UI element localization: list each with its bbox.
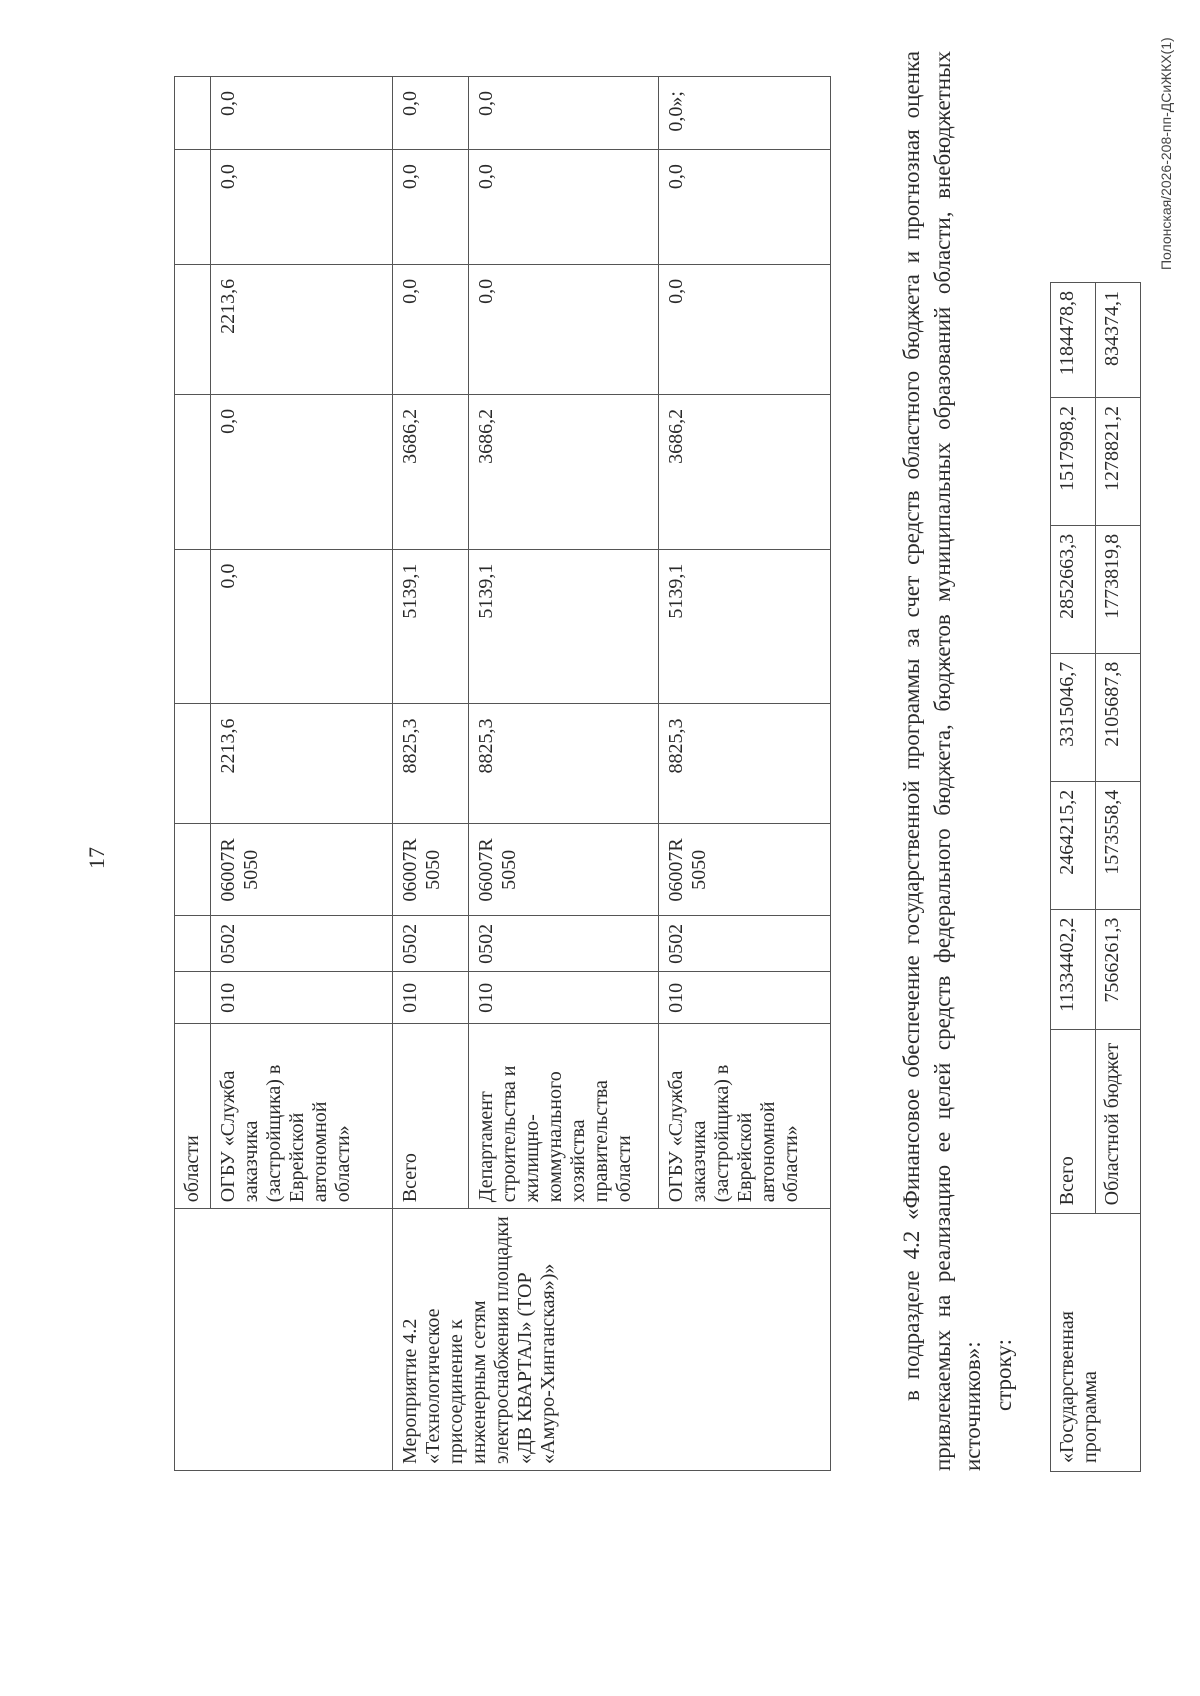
value-cell: 1773819,8 — [1096, 525, 1141, 653]
amendment-paragraph — [897, 51, 1019, 1471]
value-cell: 8825,3 — [659, 704, 831, 824]
value-cell: 1517998,2 — [1051, 397, 1096, 525]
value-cell: 0,0 — [393, 77, 469, 150]
table-row — [211, 77, 393, 1471]
code-cell: 06007R 5050 — [393, 824, 469, 916]
code-cell: 010 — [659, 972, 831, 1024]
value-cell: 11334402,2 — [1051, 909, 1096, 1029]
table-row — [1051, 283, 1096, 1472]
paragraph-stroke: строку: — [990, 1339, 1016, 1411]
value-cell: 834374,1 — [1096, 283, 1141, 398]
code-cell: 0502 — [659, 916, 831, 972]
value-cell: 8825,3 — [469, 704, 659, 824]
value-cell: 0,0 — [211, 549, 393, 704]
value-cell: 0,0 — [393, 264, 469, 394]
funding-table — [1050, 282, 1141, 1472]
value-cell: 1573558,4 — [1096, 781, 1141, 909]
value-cell: 5139,1 — [659, 549, 831, 704]
page-number: 17 — [84, 847, 109, 869]
code-cell: 0502 — [469, 916, 659, 972]
event-cell: Мероприятие 4.2 «Технологическое присоединение к инженерным сетям электроснабжения площадки «ДВ КВАРТАЛ» (ТОР «Амуро-Хинганская»)» — [393, 1209, 831, 1471]
source-cell: Областной бюджет — [1096, 1029, 1141, 1214]
value-cell: 2852663,3 — [1051, 525, 1096, 653]
program-table — [174, 76, 831, 1471]
value-cell: 5139,1 — [393, 549, 469, 704]
code-cell: 010 — [393, 972, 469, 1024]
value-cell: 0,0»; — [659, 77, 831, 150]
value-cell: 3686,2 — [393, 394, 469, 549]
value-cell: 0,0 — [659, 264, 831, 394]
code-cell: 010 — [211, 972, 393, 1024]
value-cell: 0,0 — [469, 264, 659, 394]
value-cell: 3686,2 — [659, 394, 831, 549]
value-cell: 8825,3 — [393, 704, 469, 824]
value-cell: 1278821,2 — [1096, 397, 1141, 525]
org-cell: ОГБУ «Служба заказчика (застройщика) в Еврейской автономной области» — [211, 1024, 393, 1209]
event-cell — [175, 1209, 211, 1471]
document-code: Полонская/2026-208-пп-ДСиЖКХ(1) — [1158, 37, 1174, 270]
value-cell: 0,0 — [469, 150, 659, 265]
value-cell: 0,0 — [469, 77, 659, 150]
code-cell: 0502 — [393, 916, 469, 972]
value-cell: 3315046,7 — [1051, 653, 1096, 781]
value-cell: 0,0 — [211, 77, 393, 150]
value-cell: 7566261,3 — [1096, 909, 1141, 1029]
source-cell: Всего — [1051, 1029, 1096, 1214]
code-cell: 0502 — [211, 916, 393, 972]
event-cell — [211, 1209, 393, 1471]
value-cell: 3686,2 — [469, 394, 659, 549]
org-cell: Департамент строительства и жилищно-коммунального хозяйства правительства области — [469, 1024, 659, 1209]
org-cell: Всего — [393, 1024, 469, 1209]
value-cell: 2213,6 — [211, 264, 393, 394]
code-cell: 010 — [469, 972, 659, 1024]
code-cell: 06007R 5050 — [211, 824, 393, 916]
value-cell: 0,0 — [211, 394, 393, 549]
org-cell: области — [175, 1024, 211, 1209]
table-row — [393, 77, 469, 1471]
paragraph-text: в подразделе 4.2 «Финансовое обеспечение государственной программы за счет средств областного бюджета и прогнозная оценка привлекаемых на реализацию ее целей средств федерального бюджета, бюджетов муниципальных образований области, внебюджетных источников»: — [899, 51, 986, 1471]
value-cell: 2464215,2 — [1051, 781, 1096, 909]
value-cell: 0,0 — [211, 150, 393, 265]
code-cell: 06007R 5050 — [469, 824, 659, 916]
org-cell: ОГБУ «Служба заказчика (застройщика) в Еврейской автономной области» — [659, 1024, 831, 1209]
value-cell: 2105687,8 — [1096, 653, 1141, 781]
program-label-cell: «Государственная программа — [1051, 1214, 1141, 1472]
value-cell: 1184478,8 — [1051, 283, 1096, 398]
table-row — [175, 77, 211, 1471]
value-cell: 0,0 — [393, 150, 469, 265]
value-cell: 5139,1 — [469, 549, 659, 704]
value-cell: 0,0 — [659, 150, 831, 265]
value-cell: 2213,6 — [211, 704, 393, 824]
code-cell: 06007R 5050 — [659, 824, 831, 916]
